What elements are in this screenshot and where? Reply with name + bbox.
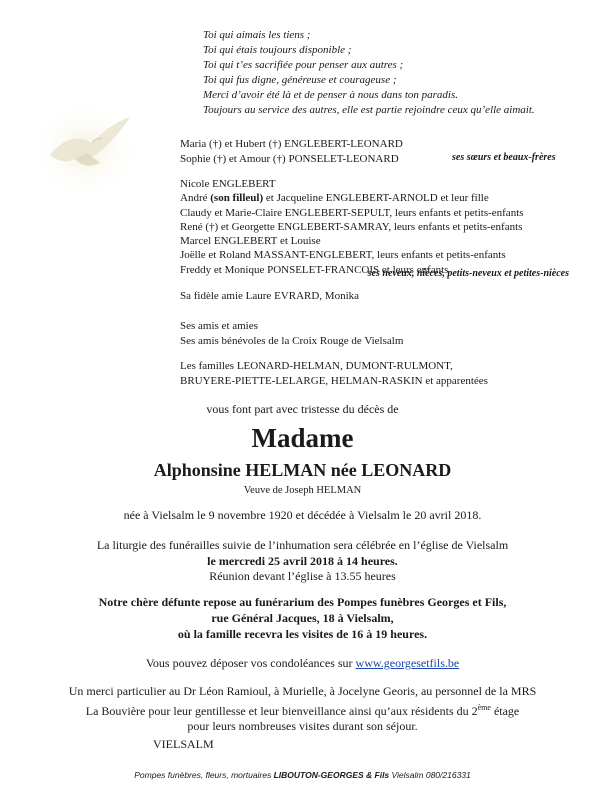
family-line: René (†) et Georgette ENGLEBERT-SAMRAY, leurs enfants et petits-enfants — [180, 220, 523, 233]
friends-block — [180, 319, 403, 349]
family-line: Nicole ENGLEBERT — [180, 178, 276, 190]
family-line: Claudy et Marie-Claire ENGLEBERT-SEPULT, leurs enfants et petits-enfants — [180, 206, 524, 219]
thanks-line: Un merci particulier au Dr Léon Ramioul, à Murielle, à Jocelyne Georis, au personnel de la MRS — [68, 684, 537, 698]
poem-line: Toi qui aimais les tiens ; — [203, 29, 311, 41]
condolences-link[interactable]: www.georgesetfils.be — [355, 656, 460, 670]
thanks-line — [0, 700, 605, 720]
friends-line: Ses amis bénévoles de la Croix Rouge de Vielsalm — [180, 335, 404, 347]
thanks-part: étage — [490, 703, 520, 718]
family-line: Marcel ENGLEBERT et Louise — [180, 235, 321, 248]
floor-ordinal: ème — [477, 702, 491, 712]
poem-line: Toi qui t’es sacrifiée pour penser aux autres ; — [203, 59, 404, 71]
footer-credit — [0, 770, 605, 780]
footer-company: LIBOUTON-GEORGES & Fils — [273, 770, 390, 780]
funerarium-block — [0, 594, 605, 642]
city-name: VIELSALM — [153, 737, 214, 751]
title-madame: Madame — [251, 423, 354, 453]
footer-part: Pompes funèbres, fleurs, mortuaires — [134, 770, 274, 780]
seagull-illustration — [30, 95, 150, 205]
friends-line: Ses amis et amies — [180, 320, 258, 332]
family-group-siblings — [180, 137, 403, 167]
family-role-siblings: ses sœurs et beaux-frères — [452, 152, 556, 163]
meeting-time: Réunion devant l’église à 13.55 heures — [209, 569, 396, 583]
families-line: Les familles LEONARD-HELMAN, DUMONT-RULMONT, — [180, 360, 453, 372]
family-line-part: André — [180, 192, 211, 205]
family-role-nephews: ses neveux, nièces, petits-neveux et petites-nièces — [367, 268, 569, 279]
thanks-line: pour leurs nombreuses visites durant son séjour. — [187, 719, 418, 733]
poem-line: Toujours au service des autres, elle est partie rejoindre ceux qu’elle aimait. — [203, 104, 535, 116]
visiting-hours: où la famille recevra les visites de 16 à 19 heures. — [177, 627, 428, 641]
family-line: Joëlle et Roland MASSANT-ENGLEBERT, leurs enfants et petits-enfants — [180, 249, 506, 262]
announcement-text: vous font part avec tristesse du décès de — [206, 402, 399, 416]
widow-of: Veuve de Joseph HELMAN — [243, 485, 362, 496]
footer-part: Vielsalm 080/216331 — [389, 770, 471, 780]
poem-block — [203, 28, 535, 118]
birth-death-dates: née à Vielsalm le 9 novembre 1920 et décédée à Vielsalm le 20 avril 2018. — [123, 508, 482, 522]
poem-line: Toi qui fus digne, généreuse et courageuse ; — [203, 74, 397, 86]
thanks-block — [0, 684, 605, 735]
liturgy-block — [0, 538, 605, 585]
godson-note: (son filleul) — [210, 192, 264, 205]
families-line: BRUYERE-PIETTE-LELARGE, HELMAN-RASKIN et apparentées — [180, 375, 488, 387]
family-line: Sophie (†) et Amour (†) PONSELET-LEONARD — [180, 153, 399, 165]
funerarium-address: rue Général Jacques, 18 à Vielsalm, — [211, 611, 394, 625]
family-group-nephews — [180, 177, 524, 277]
condolences-line — [0, 656, 605, 671]
thanks-part: La Bouvière pour leur gentillesse et leur bienveillance ainsi qu’aux résidents du 2 — [85, 703, 478, 718]
family-line: Maria (†) et Hubert (†) ENGLEBERT-LEONARD — [180, 138, 403, 150]
liturgy-line: La liturgie des funérailles suivie de l’inhumation sera célébrée en l’église de Vielsalm — [96, 538, 509, 552]
deceased-name: Alphonsine HELMAN née LEONARD — [153, 460, 452, 480]
family-line — [180, 191, 524, 205]
families-block — [180, 359, 488, 389]
poem-line: Merci d’avoir été là et de penser à nous dans ton paradis. — [203, 89, 458, 101]
funerarium-line: Notre chère défunte repose au funérarium des Pompes funèbres Georges et Fils, — [98, 595, 507, 609]
funeral-date: le mercredi 25 avril 2018 à 14 heures. — [207, 553, 398, 568]
family-line-part: et Jacqueline ENGLEBERT-ARNOLD et leur fille — [263, 192, 489, 205]
family-line: Freddy et Monique PONSELET-FRANCOIS et leurs enfants — [180, 263, 449, 276]
friend-line: Sa fidèle amie Laure EVRARD, Monika — [180, 290, 360, 302]
poem-line: Toi qui étais toujours disponible ; — [203, 44, 352, 56]
condolences-text: Vous pouvez déposer vos condoléances sur — [145, 656, 356, 670]
